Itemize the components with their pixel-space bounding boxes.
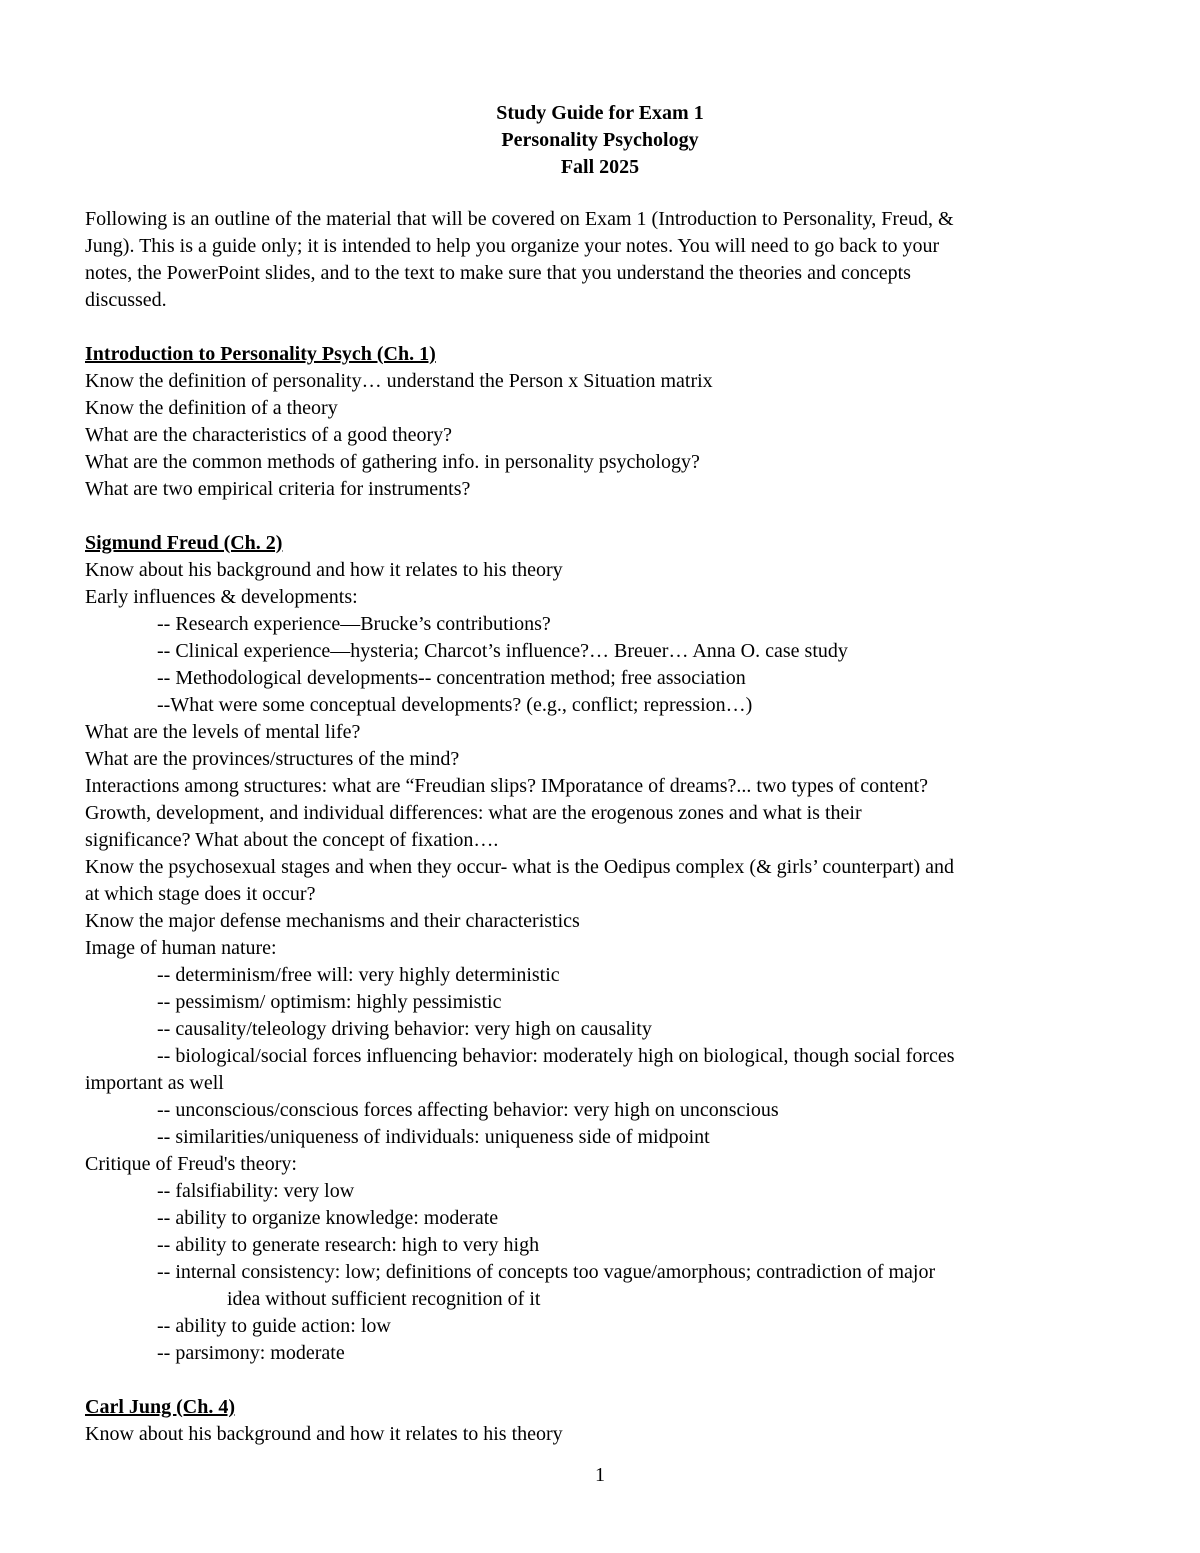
section-heading-freud: Sigmund Freud (Ch. 2) <box>85 532 283 554</box>
intro-line: discussed. <box>85 289 167 311</box>
list-item: Know the psychosexual stages and when they occur- what is the Oedipus complex (& girls’ counterpart) and <box>85 856 954 878</box>
subsection-label: Critique of Freud's theory: <box>85 1153 297 1175</box>
sub-item: -- pessimism/ optimism: highly pessimistic <box>157 991 502 1013</box>
course-name: Personality Psychology <box>501 129 699 151</box>
subsection-label: Early influences & developments: <box>85 586 358 608</box>
list-item: What are the characteristics of a good theory? <box>85 424 453 446</box>
intro-line: Following is an outline of the material that will be covered on Exam 1 (Introduction to Personality, Freud, & <box>85 208 954 230</box>
sub-item: -- Clinical experience—hysteria; Charcot’s influence?… Breuer… Anna O. case study <box>157 640 848 662</box>
sub-item-wrap: important as well <box>85 1072 224 1094</box>
document-header <box>0 100 1200 181</box>
list-item: Growth, development, and individual differences: what are the erogenous zones and what is their <box>85 802 862 824</box>
document-body <box>85 206 1125 1448</box>
list-item: Know about his background and how it relates to his theory <box>85 1423 563 1445</box>
section-heading-intro: Introduction to Personality Psych (Ch. 1) <box>85 343 436 365</box>
sub-item: -- determinism/free will: very highly deterministic <box>157 964 560 986</box>
sub-item: -- unconscious/conscious forces affecting behavior: very high on unconscious <box>157 1099 779 1121</box>
sub-item: -- ability to organize knowledge: moderate <box>157 1207 499 1229</box>
sub-item: --What were some conceptual developments? (e.g., conflict; repression…) <box>157 694 753 716</box>
list-item: significance? What about the concept of fixation…. <box>85 829 499 851</box>
sub-item: -- biological/social forces influencing behavior: moderately high on biological, though social forces <box>157 1045 955 1067</box>
page-number: 1 <box>595 1464 605 1486</box>
list-item: What are the provinces/structures of the mind? <box>85 748 460 770</box>
spacer <box>85 1367 1125 1394</box>
list-item: What are two empirical criteria for instruments? <box>85 478 471 500</box>
intro-line: notes, the PowerPoint slides, and to the text to make sure that you understand the theories and concepts <box>85 262 911 284</box>
list-item: at which stage does it occur? <box>85 883 316 905</box>
sub-item: -- causality/teleology driving behavior: very high on causality <box>157 1018 652 1040</box>
sub-item: -- Research experience—Brucke’s contributions? <box>157 613 551 635</box>
list-item: Know the major defense mechanisms and their characteristics <box>85 910 580 932</box>
section-heading-jung: Carl Jung (Ch. 4) <box>85 1396 236 1418</box>
subsection-label: Image of human nature: <box>85 937 277 959</box>
list-item: Know about his background and how it relates to his theory <box>85 559 563 581</box>
list-item: What are the common methods of gathering info. in personality psychology? <box>85 451 700 473</box>
sub-item: -- similarities/uniqueness of individuals: uniqueness side of midpoint <box>157 1126 710 1148</box>
list-item: Know the definition of a theory <box>85 397 338 419</box>
spacer <box>85 503 1125 530</box>
spacer <box>85 314 1125 341</box>
sub-item: -- ability to guide action: low <box>157 1315 391 1337</box>
list-item: What are the levels of mental life? <box>85 721 361 743</box>
intro-line: Jung). This is a guide only; it is intended to help you organize your notes. You will need to go back to your <box>85 235 940 257</box>
sub-item: -- parsimony: moderate <box>157 1342 345 1364</box>
sub-item: -- internal consistency: low; definitions of concepts too vague/amorphous; contradiction of major <box>157 1261 936 1283</box>
sub-item: -- Methodological developments-- concentration method; free association <box>157 667 746 689</box>
list-item: Interactions among structures: what are “Freudian slips? IMporatance of dreams?... two types of content? <box>85 775 929 797</box>
sub-item: -- falsifiability: very low <box>157 1180 355 1202</box>
list-item: Know the definition of personality… understand the Person x Situation matrix <box>85 370 713 392</box>
term: Fall 2025 <box>560 156 640 178</box>
document-title: Study Guide for Exam 1 <box>496 102 704 124</box>
sub-item-wrap: idea without sufficient recognition of it <box>227 1288 541 1310</box>
sub-item: -- ability to generate research: high to very high <box>157 1234 540 1256</box>
